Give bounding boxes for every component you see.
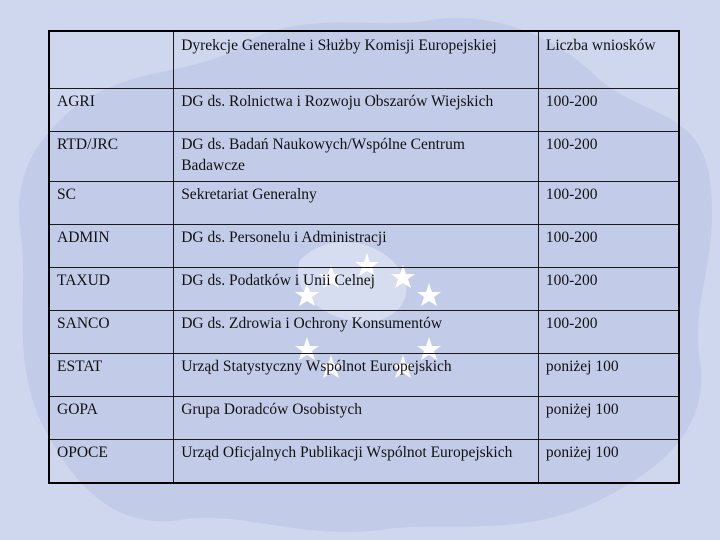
row-name: DG ds. Podatków i Unii Celnej	[174, 267, 539, 310]
table-row	[49, 224, 679, 267]
row-count: poniżej 100	[538, 439, 679, 483]
table-row	[49, 439, 679, 483]
row-count: 100-200	[538, 267, 679, 310]
row-code: ESTAT	[49, 353, 174, 396]
row-code: SC	[49, 181, 174, 224]
table-row	[49, 310, 679, 353]
table-row	[49, 396, 679, 439]
table-row	[49, 267, 679, 310]
row-count: poniżej 100	[538, 353, 679, 396]
row-name: DG ds. Badań Naukowych/Wspólne Centrum Badawcze	[174, 132, 539, 182]
row-count: 100-200	[538, 310, 679, 353]
row-count: poniżej 100	[538, 396, 679, 439]
header-code	[49, 31, 174, 89]
row-name: Urząd Oficjalnych Publikacji Wspólnot Europejskich	[174, 439, 539, 483]
row-code: SANCO	[49, 310, 174, 353]
row-count: 100-200	[538, 89, 679, 132]
header-name: Dyrekcje Generalne i Służby Komisji Europejskiej	[174, 31, 539, 89]
table-row	[49, 132, 679, 182]
row-name: Sekretariat Generalny	[174, 181, 539, 224]
header-count: Liczba wniosków	[538, 31, 679, 89]
directorates-table	[48, 30, 680, 484]
table-header-row	[49, 31, 679, 89]
row-code: GOPA	[49, 396, 174, 439]
row-code: AGRI	[49, 89, 174, 132]
row-code: RTD/JRC	[49, 132, 174, 182]
row-count: 100-200	[538, 132, 679, 182]
row-name: Grupa Doradców Osobistych	[174, 396, 539, 439]
row-code: TAXUD	[49, 267, 174, 310]
row-code: ADMIN	[49, 224, 174, 267]
row-name: DG ds. Personelu i Administracji	[174, 224, 539, 267]
row-name: DG ds. Zdrowia i Ochrony Konsumentów	[174, 310, 539, 353]
row-name: Urząd Statystyczny Wspólnot Europejskich	[174, 353, 539, 396]
row-name: DG ds. Rolnictwa i Rozwoju Obszarów Wiejskich	[174, 89, 539, 132]
table-row	[49, 181, 679, 224]
table-row	[49, 89, 679, 132]
table-row	[49, 353, 679, 396]
row-count: 100-200	[538, 181, 679, 224]
row-count: 100-200	[538, 224, 679, 267]
row-code: OPOCE	[49, 439, 174, 483]
